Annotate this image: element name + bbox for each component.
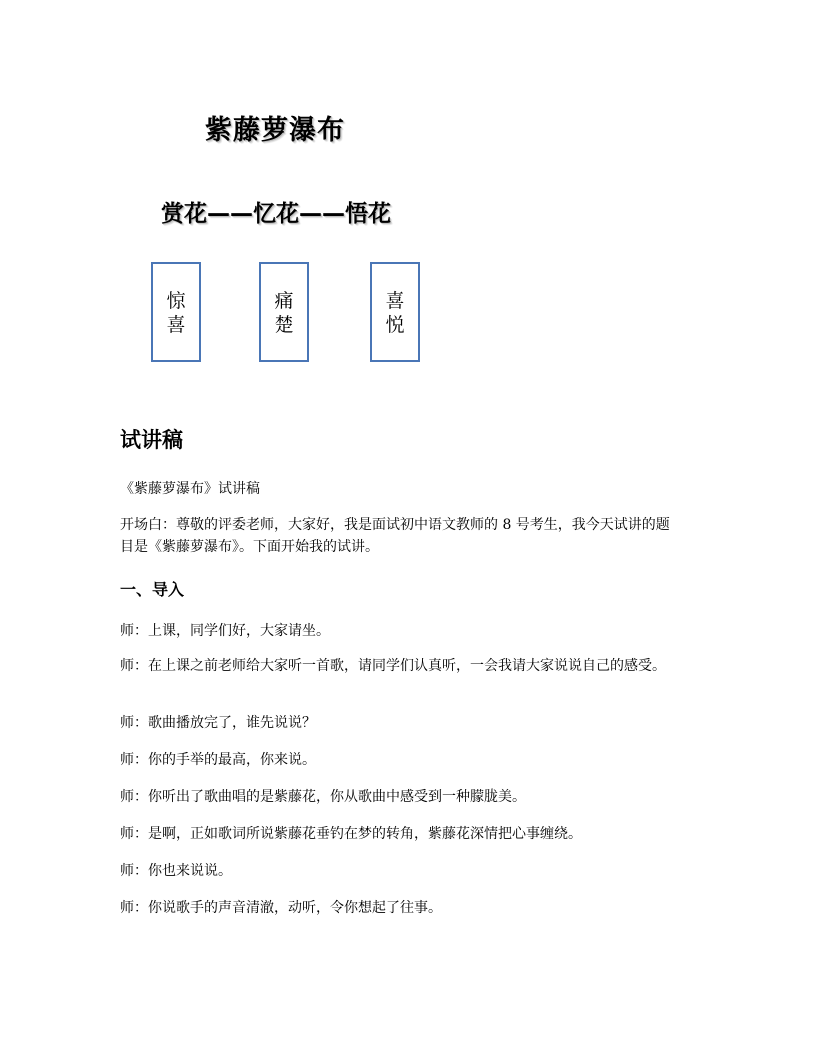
dialogue-line: 师：歌曲播放完了，谁先说说？ [120, 715, 316, 731]
page-title: 紫藤萝瀑布 [205, 115, 345, 146]
emotion-box-label: 喜悦 [385, 290, 405, 336]
dialogue-line: 师：上课，同学们好，大家请坐。 [120, 623, 330, 639]
emotion-box-label: 惊喜 [166, 290, 186, 336]
section-heading-intro: 一、导入 [120, 580, 185, 599]
dialogue-line: 师：在上课之前老师给大家听一首歌，请同学们认真听，一会我请大家说说自己的感受。 [120, 658, 666, 674]
emotion-box-surprise [151, 262, 201, 362]
opening-paragraph: 开场白：尊敬的评委老师，大家好，我是面试初中语文教师的 8 号考生，我今天试讲的题目是《紫藤萝瀑布》。下面开始我的试讲。 [120, 517, 670, 555]
dialogue-line: 师：你听出了歌曲唱的是紫藤花，你从歌曲中感受到一种朦胧美。 [120, 789, 526, 805]
dialogue-line: 师：你的手举的最高，你来说。 [120, 752, 316, 768]
dialogue-line: 师：你也来说说。 [120, 863, 232, 879]
emotion-box-pain [259, 262, 309, 362]
emotion-box-label: 痛楚 [274, 290, 294, 336]
dialogue-line: 师：是啊，正如歌词所说紫藤花垂钓在梦的转角，紫藤花深情把心事缠绕。 [120, 826, 582, 842]
doc-title: 《紫藤萝瀑布》试讲稿 [120, 481, 260, 497]
page-subtitle: 赏花——忆花——悟花 [161, 201, 391, 227]
dialogue-line: 师：你说歌手的声音清澈，动听，令你想起了往事。 [120, 900, 442, 916]
main-heading: 试讲稿 [120, 428, 183, 452]
emotion-box-joy [370, 262, 420, 362]
